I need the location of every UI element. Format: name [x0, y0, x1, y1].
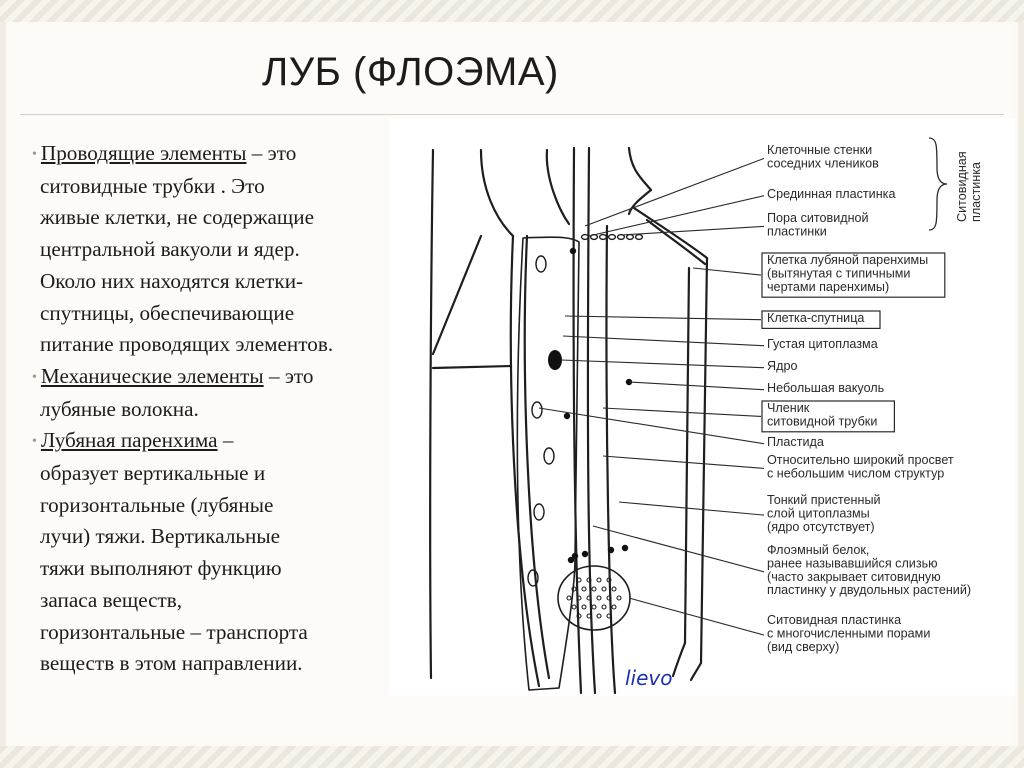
leader-line [589, 196, 764, 236]
body-text: Около них находятся клетки- [40, 268, 304, 293]
body-text: лучи) тяжи. Вертикальные [40, 524, 281, 549]
label-line: с небольшим числом структур [767, 466, 945, 481]
frame-bottom-border [0, 746, 1024, 768]
body-line [40, 648, 410, 680]
label-phloem-parenchyma [762, 253, 945, 297]
body-line [40, 298, 410, 330]
label-p-protein [767, 543, 971, 597]
label-line: слой цитоплазмы [767, 506, 870, 521]
leader-line [603, 456, 764, 468]
sieve-pore-shape [609, 235, 616, 240]
body-line [40, 458, 410, 490]
plate-pore [617, 596, 621, 600]
label-line: Флоэмный белок, [767, 543, 870, 557]
label-thin-cytoplasm [767, 493, 881, 534]
body-term: Проводящие элементы [40, 141, 247, 165]
body-line [40, 617, 410, 649]
body-text: центральной вакуоли и ядер. [40, 237, 300, 262]
label-line: пластинку у двудольных растений) [767, 583, 972, 598]
label-line: Небольшая вакуоль [767, 381, 885, 395]
label-line: (часто закрывает ситовидную [767, 569, 941, 584]
cell-wall [481, 150, 513, 236]
frame-right-border [1018, 22, 1024, 746]
plate-pore [597, 614, 601, 618]
label-dense-cytoplasm [767, 337, 878, 351]
body-line [40, 329, 410, 361]
label-plastid [767, 435, 824, 449]
cell-wall [525, 236, 549, 678]
plate-pore [592, 605, 596, 609]
label-sieve-pore [767, 211, 869, 238]
cell-wall [634, 208, 707, 258]
leader-line [565, 316, 761, 320]
author-signature: lievo [625, 666, 673, 690]
plate-pore [592, 587, 596, 591]
label-companion-cell [762, 311, 880, 328]
cell-wall [547, 150, 569, 224]
sieve-plate-shape [558, 566, 630, 630]
label-line: Срединная пластинка [767, 187, 896, 201]
cell-wall [691, 663, 701, 680]
leader-line [619, 502, 764, 515]
dense-granule [608, 547, 614, 553]
nucleus-shape [548, 350, 562, 370]
label-line: ситовидной трубки [767, 414, 878, 429]
frame-left-border [0, 22, 6, 746]
bullet-icon: • [32, 147, 37, 162]
cell-wall [430, 150, 433, 678]
label-line: ранее называвшийся слизью [767, 556, 938, 571]
body-line [40, 202, 410, 234]
body-text: лубяные волокна. [40, 396, 199, 421]
body-line [40, 490, 410, 522]
sieve-pore-shape [627, 235, 634, 240]
body-text: – это [246, 141, 297, 165]
label-line: Клеточные стенки [767, 143, 873, 157]
plate-pore [597, 596, 601, 600]
label-line: Густая цитоплазма [767, 337, 878, 351]
plastid-shape [536, 256, 546, 272]
body-line [32, 361, 410, 394]
body-line [40, 266, 410, 298]
label-wide-lumen [767, 453, 954, 480]
label-sieve-plate [767, 613, 930, 654]
vertical-label-line: пластинка [969, 161, 983, 222]
body-line [40, 171, 410, 203]
cell-wall [673, 643, 685, 676]
leader-line [693, 268, 761, 275]
label-line: (вытянутая с типичными [767, 266, 911, 281]
cell-wall [588, 148, 595, 693]
plate-pore [597, 578, 601, 582]
leader-line [539, 408, 764, 444]
leader-line [563, 336, 764, 346]
body-text: тяжи выполняют функцию [40, 556, 282, 581]
phloem-diagram [389, 118, 1015, 696]
sieve-pore-shape [636, 235, 643, 240]
plate-pore [572, 605, 576, 609]
leader-line [621, 226, 764, 235]
body-text: образует вертикальные и [40, 461, 266, 486]
leader-line [593, 526, 764, 572]
plate-pore [582, 605, 586, 609]
plastid-shape [534, 504, 544, 520]
label-nucleus [767, 359, 797, 373]
body-line [40, 553, 410, 585]
label-line: Ситовидная пластинка [767, 613, 902, 627]
body-line [40, 234, 410, 266]
plate-pore [612, 605, 616, 609]
body-text: горизонтальные – транспорта [40, 619, 308, 644]
label-line: Пора ситовидной [767, 211, 869, 225]
body-line [32, 138, 410, 171]
label-sieve-tube-member [762, 401, 894, 432]
dense-granule [570, 248, 576, 254]
plastid-shape [532, 402, 542, 418]
label-line: Ядро [767, 359, 798, 373]
label-line: соседних члеников [767, 156, 879, 171]
dense-granule [622, 545, 628, 551]
body-text: – это [263, 363, 314, 388]
bracket-shape [929, 138, 947, 230]
sieve-pore-shape [600, 235, 607, 240]
body-line [40, 585, 410, 617]
body-text: питание проводящих элементов. [40, 332, 334, 357]
slide-body-text [32, 138, 410, 680]
label-small-vacuole [767, 381, 885, 395]
leader-line [561, 360, 764, 368]
plate-pore [567, 596, 571, 600]
cell-wall [433, 236, 511, 368]
slide-title: ЛУБ (ФЛОЭМА) [262, 50, 559, 94]
label-line: с многочисленными порами [767, 626, 931, 641]
bullet-icon: • [32, 369, 37, 385]
body-text: веществ в этом направлении. [40, 651, 303, 676]
label-line: Относительно широкий просвет [767, 453, 954, 467]
body-text: ситовидные трубки . Это [40, 173, 265, 198]
leader-line [603, 408, 761, 416]
cell-wall [685, 268, 689, 643]
body-text: спутницы, обеспечивающие [40, 300, 295, 325]
body-text: горизонтальные (лубяные [40, 492, 274, 517]
dense-granule [564, 413, 570, 419]
cell-wall [606, 226, 615, 693]
label-line: Пластида [767, 435, 824, 449]
label-line: Клетка лубяной паренхимы [767, 253, 929, 267]
vertical-label-line: Ситовидная [955, 151, 969, 222]
leader-line [629, 382, 764, 390]
body-text: – [217, 428, 234, 453]
body-term: Механические элементы [40, 363, 264, 388]
plate-pore [612, 587, 616, 591]
label-line: (вид сверху) [767, 639, 840, 654]
plastid-shape [544, 448, 554, 464]
label-line: Тонкий пристенный [767, 493, 881, 507]
body-line [40, 394, 410, 426]
body-term: Лубяная паренхима [40, 428, 218, 453]
label-line: пластинки [767, 224, 827, 239]
body-line [32, 425, 410, 458]
cell-wall [629, 148, 651, 190]
leader-line [629, 598, 764, 635]
frame-top-border [0, 0, 1024, 22]
body-text: запаса веществ, [40, 587, 183, 612]
title-divider [20, 114, 1004, 115]
dense-granule [582, 551, 588, 557]
body-line [40, 521, 410, 553]
phloem-diagram-svg [389, 118, 1015, 696]
cell-wall [647, 220, 705, 264]
label-line: чертами паренхимы) [767, 279, 890, 294]
plate-pore [582, 587, 586, 591]
bullet-icon: • [32, 434, 37, 450]
label-line: Клетка-спутница [767, 311, 865, 325]
plate-pore [602, 605, 606, 609]
label-cell-walls [767, 143, 879, 170]
label-middle-lamella [767, 187, 895, 201]
label-line: (ядро отсутствует) [767, 519, 875, 534]
body-text: живые клетки, не содержащие [40, 205, 314, 230]
dense-granule [572, 553, 578, 559]
plate-pore [602, 587, 606, 591]
label-line: Членик [767, 401, 810, 415]
